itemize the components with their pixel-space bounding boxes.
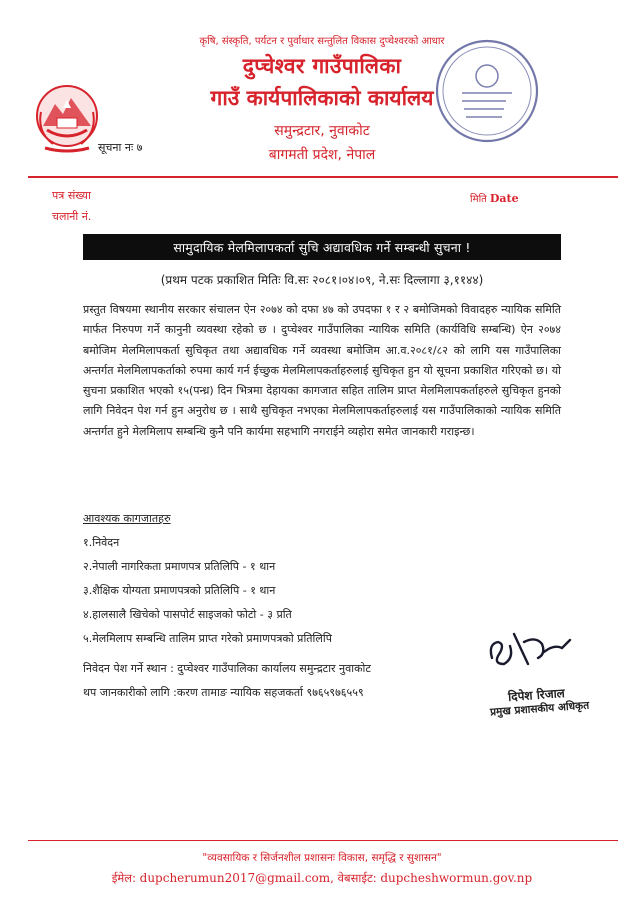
requirements-title: आवश्यक कागजातहरु — [83, 512, 171, 525]
letter-number-label: पत्र संख्या — [52, 189, 91, 202]
signatory-title: प्रमुख प्रशासकीय अधिकृत — [489, 699, 590, 719]
notice-heading: सामुदायिक मेलमिलापकर्ता सुचि अद्यावधिक गर्ने सम्बन्धी सुचना ! — [83, 234, 561, 260]
office-name: गाउँ कार्यपालिकाको कार्यालय — [210, 86, 434, 110]
website-link[interactable]: dupcheshwormun.gov.np — [380, 871, 533, 885]
date-label-en: Date — [489, 192, 519, 205]
notice-body: प्रस्तुत विषयमा स्थानीय सरकार संचालन ऐन २०७४ को दफा ४७ को उपदफा १ र २ बमोजिमको विवादहरु न्यायिक समिति मार्फत निरुपण गर्ने कानुनी व्यवस्था रहेको छ । दुप्चेश्वर गाउँपालिका न्यायिक समिति (कार्यविधि सम्बन्धि) ऐन २०७४ बमोजिम मेलमिलापकर्ता सुचिकृत तथा अद्यावधिक गर्ने व्यवस्था बमोजिम आ.व.२०८१/८२ को लागि यस गाउँपालिका अन्तर्गत मेलमिलापकर्ताको रुपमा कार्य गर्न ईच्छुक मेलमिलापकर्ताहरुलाई सुचिकृत हुन यो सूचना प्रकाशित गरिएको छ। यो सुचना प्रकाशित भएको १५(पन्ध्र) दिन भित्रमा देहायका कागजात सहित तालिम प्राप्त मेलमिलापकर्ताहरुले सुचिकृत हुनको लागि निवेदन पेश गर्न हुन अनुरोध छ । साथै सुचिकृत नभएका मेलमिलापकर्ताहरुलाई यस गाउँपालिकाको न्यायिक समिति अन्तर्गत हुने मेलमिलाप सम्बन्धि कुनै पनि कार्यमा सहभागि नगराईने व्यहोरा समेत जानकारी गराइन्छ। — [83, 303, 561, 438]
requirement-item: १.निवेदन — [83, 536, 120, 549]
signature-icon — [484, 614, 574, 674]
contact-info: थप जानकारीको लागि :करण तामाङ न्यायिक सहजकर्ता ९७६५९७६५५९ — [83, 686, 364, 699]
municipality-name: दुप्चेश्वर गाउँपालिका — [242, 54, 402, 78]
dispatch-number-label: चलानी नं. — [52, 210, 92, 223]
header-divider — [28, 176, 618, 178]
date-field — [470, 191, 519, 205]
submission-place: निवेदन पेश गर्ने स्थान : दुप्चेश्वर गाउँपालिका कार्यालय समुन्द्रटार नुवाकोट — [83, 662, 371, 675]
requirement-item: ५.मेलमिलाप सम्बन्धि तालिम प्राप्त गरेको प्रमाणपत्रको प्रतिलिपि — [83, 632, 332, 645]
signatory-name: दिपेश रिजाल — [507, 686, 566, 704]
website-label: वेबसाईट: — [337, 871, 377, 885]
address-line-1: समुन्द्रटार, नुवाकोट — [274, 123, 370, 139]
notice-number: सूचना नः ७ — [98, 141, 143, 154]
requirement-item: ४.हालसालै खिचेको पासपोर्ट साइजको फोटो - ३ प्रति — [83, 608, 292, 621]
letterhead-tagline: कृषि, संस्कृति, पर्यटन र पुर्वाधार सन्तुलित विकास दुप्चेश्वरको आधार — [199, 36, 445, 47]
email-label: ईमेल: — [111, 871, 136, 885]
requirement-item: २.नेपाली नागरिकता प्रमाणपत्र प्रतिलिपि - १ थान — [83, 560, 276, 573]
footer-motto: "व्यवसायिक र सिर्जनशील प्रशासनः विकास, समृद्धि र सुशासन" — [202, 852, 442, 864]
date-label-np: मिति — [470, 194, 487, 205]
footer-divider — [28, 840, 618, 841]
first-published-line: (प्रथम पटक प्रकाशित मितिः वि.सः २०८१।०४।०९, ने.सः दिल्लागा ३,११४४) — [160, 273, 484, 287]
footer-contact — [0, 871, 644, 886]
email-link[interactable]: dupcherumun2017@gmail.com, — [139, 871, 334, 885]
address-line-2: बागमती प्रदेश, नेपाल — [268, 147, 376, 163]
requirement-item: ३.शैक्षिक योग्यता प्रमाणपत्रको प्रतिलिपि - १ थान — [83, 584, 276, 597]
